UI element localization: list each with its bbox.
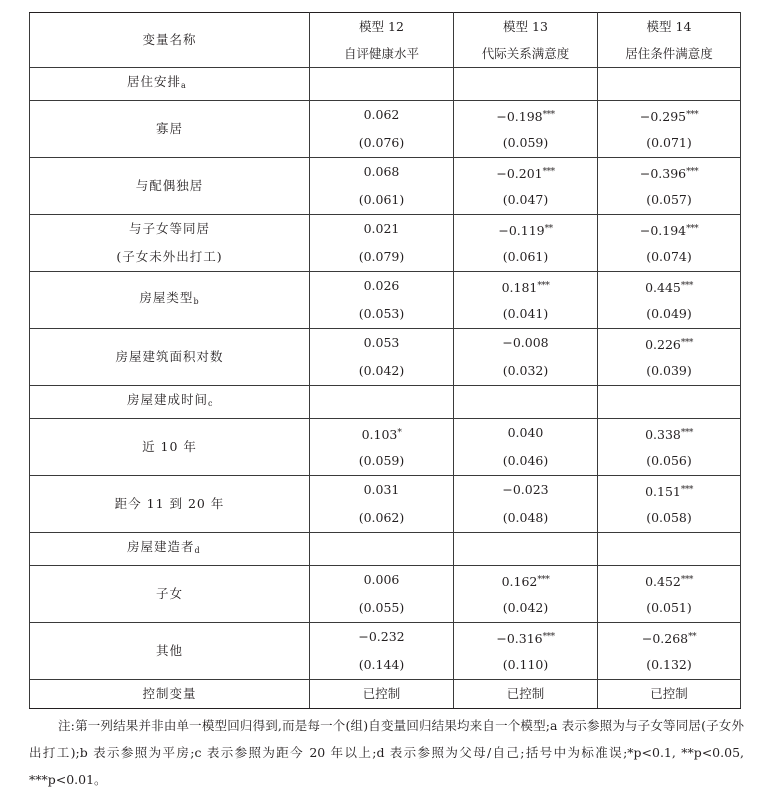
standard-error: (0.059) — [358, 453, 405, 468]
coefficient-value: 0.062 — [363, 107, 400, 122]
group-row — [30, 386, 741, 419]
coefficient-value: 0.006 — [363, 572, 400, 587]
significance-stars: *** — [680, 428, 693, 438]
coefficient-value: 0.226 — [645, 337, 681, 352]
empty-cell — [310, 533, 454, 566]
estimate-cell — [598, 623, 741, 680]
coefficient — [454, 329, 597, 357]
empty-cell — [598, 533, 741, 566]
coefficient — [598, 566, 740, 594]
coefficient-value: 0.151 — [645, 484, 681, 499]
coefficient — [454, 419, 597, 447]
header-model-12 — [310, 13, 454, 68]
control-value: 已控制 — [362, 686, 401, 701]
estimate-cell — [454, 215, 598, 272]
coefficient-value: 0.162 — [501, 574, 538, 589]
standard-error: (0.110) — [502, 657, 549, 672]
variable-label-line2: (子女未外出打工) — [116, 249, 223, 264]
standard-error: (0.041) — [502, 306, 549, 321]
estimate-cell — [310, 329, 454, 386]
standard-error: (0.042) — [358, 363, 405, 378]
model-name: 模型 12 — [359, 19, 404, 34]
control-label-cell — [30, 680, 310, 709]
estimate-cell — [454, 101, 598, 158]
header-model-14 — [598, 13, 741, 68]
standard-error: (0.057) — [646, 192, 692, 207]
estimate-cell — [454, 419, 598, 476]
coefficient — [454, 566, 597, 594]
coefficient-value: 0.021 — [363, 221, 400, 236]
significance-stars: *** — [680, 281, 693, 291]
coefficient-value: −0.232 — [358, 629, 405, 644]
estimate-cell — [310, 272, 454, 329]
variable-label: 寡居 — [155, 121, 183, 136]
coefficient-value: −0.396 — [639, 166, 687, 181]
empty-cell — [454, 68, 598, 101]
variable-cell — [30, 476, 310, 533]
group-row — [30, 68, 741, 101]
coefficient — [310, 623, 453, 651]
estimate-cell — [310, 566, 454, 623]
standard-error: (0.071) — [646, 135, 692, 150]
coefficient — [310, 158, 453, 186]
variable-label: 与配偶独居 — [135, 178, 204, 193]
standard-error: (0.056) — [646, 453, 692, 468]
coefficient — [454, 101, 597, 129]
control-value-cell — [454, 680, 598, 709]
coefficient — [598, 101, 740, 129]
group-label: 房屋建造者 — [127, 539, 195, 554]
coefficient — [454, 215, 597, 243]
significance-stars: ** — [688, 632, 697, 642]
coefficient-value: −0.119 — [498, 223, 545, 238]
estimate-cell — [310, 623, 454, 680]
estimate-cell — [454, 158, 598, 215]
group-row — [30, 533, 741, 566]
standard-error: (0.079) — [358, 249, 405, 264]
coefficient-value: 0.181 — [501, 280, 538, 295]
variable-cell — [30, 623, 310, 680]
variable-label: 近 10 年 — [142, 439, 197, 454]
estimate-cell — [598, 158, 741, 215]
coefficient-value: 0.445 — [645, 280, 681, 295]
header-row — [30, 13, 741, 68]
significance-stars: *** — [686, 224, 699, 234]
variable-label-note: b — [193, 297, 200, 306]
coefficient — [310, 566, 453, 594]
standard-error: (0.074) — [646, 249, 692, 264]
group-label-cell — [30, 533, 310, 566]
coefficient-value: 0.026 — [363, 278, 400, 293]
estimate-cell — [310, 476, 454, 533]
table-row — [30, 215, 741, 272]
group-label: 房屋建成时间 — [127, 392, 209, 407]
regression-table-body — [30, 13, 741, 709]
control-value: 已控制 — [650, 686, 688, 701]
significance-stars: *** — [686, 110, 699, 120]
coefficient-value: −0.295 — [639, 109, 687, 124]
group-label-note: a — [181, 81, 186, 90]
coefficient-value: 0.338 — [645, 427, 681, 442]
coefficient-value: −0.316 — [496, 631, 543, 646]
coefficient — [598, 272, 740, 300]
control-row — [30, 680, 741, 709]
standard-error: (0.061) — [358, 192, 405, 207]
empty-cell — [454, 533, 598, 566]
standard-error: (0.061) — [502, 249, 549, 264]
control-value-cell — [598, 680, 741, 709]
standard-error: (0.049) — [646, 306, 692, 321]
header-variable-label: 变量名称 — [142, 32, 197, 47]
variable-label: 与子女等同居 — [128, 221, 210, 236]
standard-error: (0.039) — [646, 363, 692, 378]
coefficient — [598, 419, 740, 447]
coefficient — [454, 272, 597, 300]
estimate-cell — [310, 215, 454, 272]
group-label-note: c — [208, 399, 213, 408]
coefficient — [310, 476, 453, 504]
variable-label: 房屋建筑面积对数 — [115, 349, 224, 364]
standard-error: (0.062) — [358, 510, 405, 525]
model-dependent-variable: 居住条件满意度 — [625, 46, 713, 61]
model-name: 模型 13 — [503, 19, 548, 34]
coefficient — [454, 158, 597, 186]
coefficient-value: 0.053 — [363, 335, 400, 350]
model-dependent-variable: 自评健康水平 — [343, 46, 419, 61]
standard-error: (0.132) — [646, 657, 692, 672]
estimate-cell — [454, 272, 598, 329]
coefficient — [598, 215, 740, 243]
coefficient — [310, 272, 453, 300]
regression-table — [29, 12, 741, 709]
standard-error: (0.046) — [502, 453, 549, 468]
empty-cell — [598, 386, 741, 419]
estimate-cell — [454, 566, 598, 623]
significance-stars: *** — [686, 167, 699, 177]
estimate-cell — [598, 476, 741, 533]
table-row — [30, 476, 741, 533]
coefficient-value: −0.023 — [502, 482, 549, 497]
significance-stars: *** — [680, 485, 693, 495]
standard-error: (0.051) — [646, 600, 692, 615]
table-row — [30, 329, 741, 386]
coefficient-value: 0.103 — [361, 427, 398, 442]
estimate-cell — [454, 329, 598, 386]
coefficient — [598, 476, 740, 504]
table-row — [30, 419, 741, 476]
variable-label: 房屋类型$_b$ — [139, 290, 200, 306]
estimate-cell — [454, 476, 598, 533]
estimate-cell — [310, 419, 454, 476]
standard-error: (0.047) — [502, 192, 549, 207]
coefficient — [454, 476, 597, 504]
coefficient-value: −0.194 — [639, 223, 687, 238]
standard-error: (0.032) — [502, 363, 549, 378]
table-row — [30, 566, 741, 623]
group-label-cell — [30, 386, 310, 419]
coefficient-value: −0.198 — [496, 109, 543, 124]
variable-label: 距今 11 到 20 年 — [114, 496, 225, 511]
variable-cell — [30, 158, 310, 215]
variable-cell — [30, 272, 310, 329]
control-value: 已控制 — [506, 686, 545, 701]
coefficient — [310, 215, 453, 243]
estimate-cell — [598, 215, 741, 272]
coefficient-value: −0.268 — [641, 631, 689, 646]
model-dependent-variable: 代际关系满意度 — [481, 46, 570, 61]
standard-error: (0.059) — [502, 135, 549, 150]
estimate-cell — [598, 272, 741, 329]
significance-stars: *** — [542, 167, 555, 177]
standard-error: (0.053) — [358, 306, 405, 321]
standard-error: (0.042) — [502, 600, 549, 615]
coefficient — [598, 329, 740, 357]
coefficient-value: 0.040 — [507, 425, 544, 440]
variable-label: 其他 — [155, 643, 183, 658]
standard-error: (0.058) — [646, 510, 692, 525]
significance-stars: *** — [542, 632, 555, 642]
table-note: 注:第一列结果并非由单一模型回归得到,而是每一个(组)自变量回归结果均来自一个模型;a 表示参照为与子女等同居(子女外出打工);b 表示参照为平房;c 表示参照为距今 20 年以上;d 表示参照为父母/自己;括号中为标准误;*p<0.1, **p<0.05, ***p<0.01。 — [29, 718, 744, 787]
table-row — [30, 158, 741, 215]
control-label: 控制变量 — [142, 686, 197, 701]
coefficient — [598, 158, 740, 186]
estimate-cell — [598, 101, 741, 158]
variable-cell — [30, 215, 310, 272]
estimate-cell — [310, 101, 454, 158]
model-name: 模型 14 — [646, 19, 692, 34]
significance-stars: *** — [542, 110, 555, 120]
variable-cell — [30, 329, 310, 386]
significance-stars: * — [397, 428, 402, 438]
variable-cell — [30, 419, 310, 476]
standard-error: (0.048) — [502, 510, 549, 525]
coefficient — [598, 623, 740, 651]
header-model-13 — [454, 13, 598, 68]
coefficient-value: −0.201 — [496, 166, 543, 181]
empty-cell — [454, 386, 598, 419]
empty-cell — [598, 68, 741, 101]
control-value-cell — [310, 680, 454, 709]
coefficient — [310, 329, 453, 357]
significance-stars: *** — [680, 575, 693, 585]
group-label-note: d — [194, 546, 200, 555]
group-label: 居住安排 — [127, 74, 182, 89]
significance-stars: *** — [537, 281, 550, 291]
group-label-cell — [30, 68, 310, 101]
table-row — [30, 272, 741, 329]
estimate-cell — [598, 329, 741, 386]
estimate-cell — [598, 566, 741, 623]
coefficient — [310, 101, 453, 129]
header-variable — [30, 13, 310, 68]
variable-cell — [30, 101, 310, 158]
significance-stars: *** — [680, 338, 693, 348]
coefficient-value: 0.452 — [645, 574, 681, 589]
standard-error: (0.076) — [358, 135, 405, 150]
standard-error: (0.144) — [358, 657, 405, 672]
variable-cell — [30, 566, 310, 623]
empty-cell — [310, 386, 454, 419]
coefficient — [454, 623, 597, 651]
coefficient — [310, 419, 453, 447]
estimate-cell — [598, 419, 741, 476]
estimate-cell — [454, 623, 598, 680]
significance-stars: *** — [537, 575, 550, 585]
coefficient-value: −0.008 — [502, 335, 549, 350]
significance-stars: ** — [544, 224, 553, 234]
empty-cell — [310, 68, 454, 101]
standard-error: (0.055) — [358, 600, 405, 615]
estimate-cell — [310, 158, 454, 215]
variable-label: 子女 — [155, 586, 183, 601]
table-row — [30, 101, 741, 158]
coefficient-value: 0.068 — [363, 164, 400, 179]
coefficient-value: 0.031 — [363, 482, 400, 497]
table-row — [30, 623, 741, 680]
